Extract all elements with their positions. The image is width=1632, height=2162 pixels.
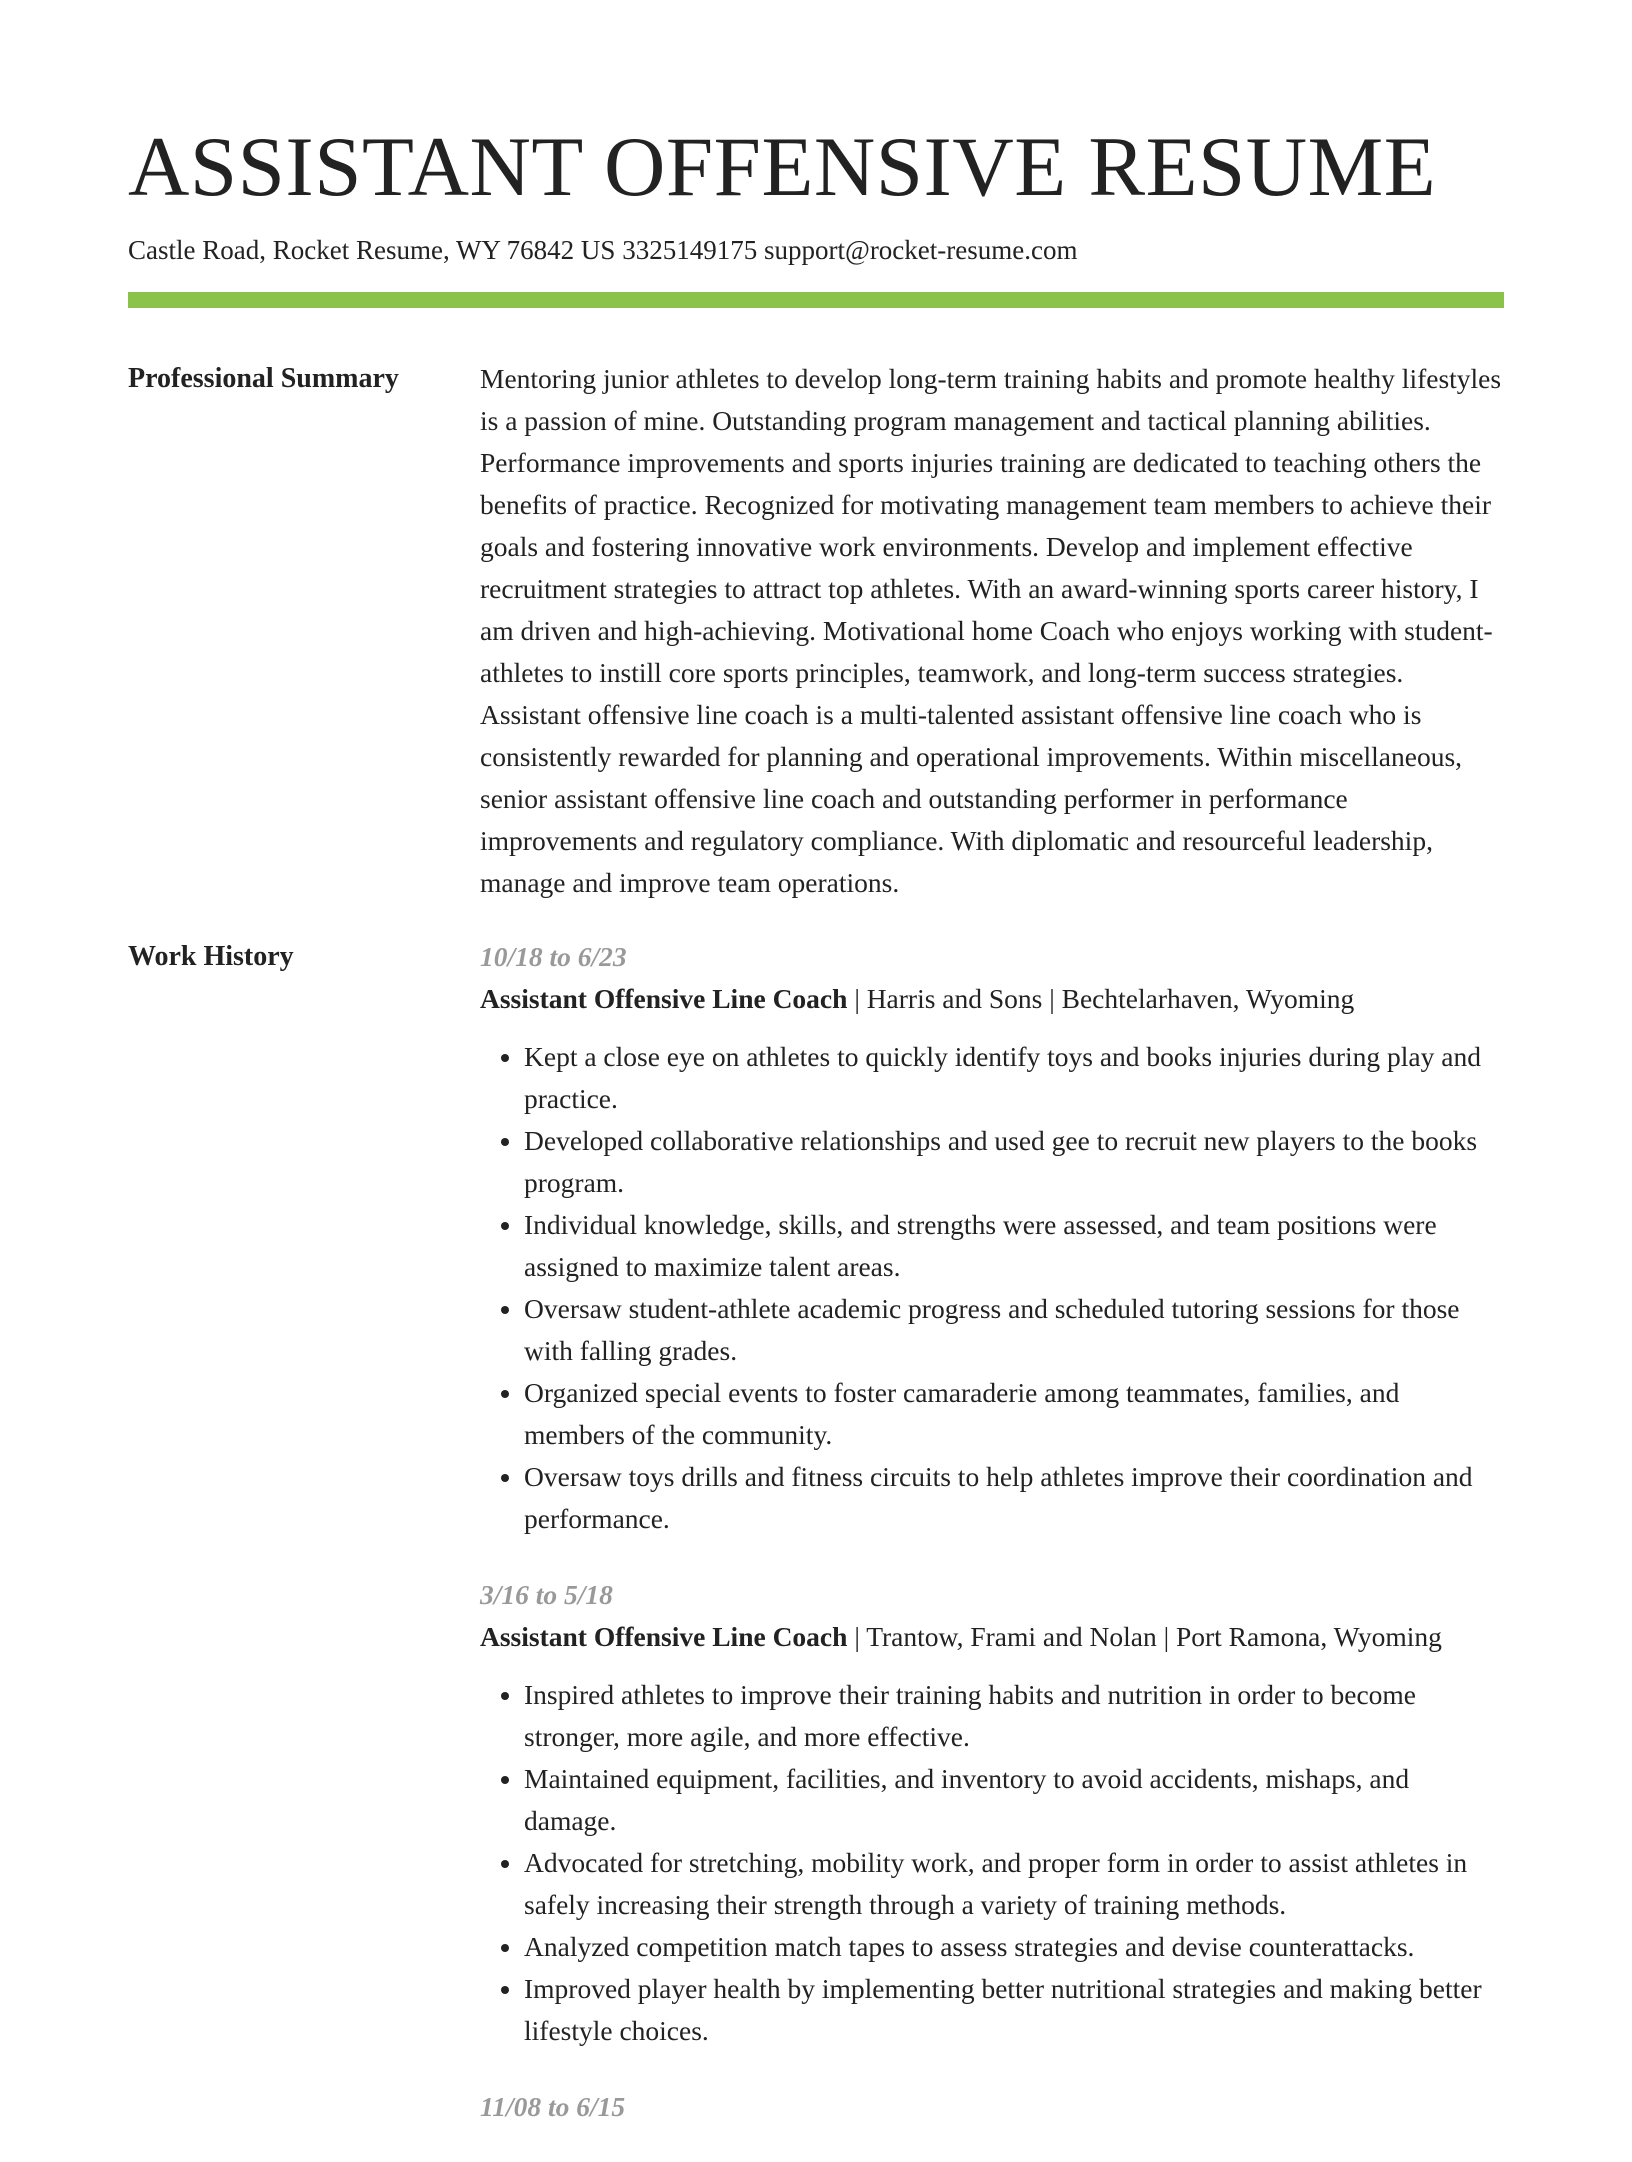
job-date: 10/18 to 6/23 — [480, 941, 627, 972]
section-body — [480, 358, 1504, 904]
job-bullet: • Individual knowledge, skills, and strengths were assessed, and team positions were assigned to maximize talent areas. — [524, 1204, 1504, 1288]
job-bullet: • Organized special events to foster camaraderie among teammates, families, and members of the community. — [524, 1372, 1504, 1456]
professional-summary-section — [128, 358, 1504, 904]
work-history-section — [128, 936, 1504, 2162]
job-bullet: • Analyzed competition match tapes to assess strategies and devise counterattacks. — [524, 1926, 1504, 1968]
job-heading — [480, 978, 1504, 1020]
job-bullet: • Maintained equipment, facilities, and inventory to avoid accidents, mishaps, and damage. — [524, 1758, 1504, 1842]
job-bullet: • Improved player health by implementing better nutritional strategies and making better lifestyle choices. — [524, 1968, 1504, 2052]
job-title: Assistant Offensive Line Coach — [480, 1621, 848, 1652]
resume-title: ASSISTANT OFFENSIVE RESUME — [128, 120, 1437, 214]
job-employer-location: | Trantow, Frami and Nolan | Port Ramona, Wyoming — [847, 1621, 1442, 1652]
section-label: Professional Summary — [128, 363, 399, 394]
section-label: Work History — [128, 941, 294, 972]
job-entry — [480, 2086, 1504, 2128]
job-bullet: • Inspired athletes to improve their training habits and nutrition in order to become stronger, more agile, and more effective. — [524, 1674, 1504, 1758]
job-date: 3/16 to 5/18 — [480, 1579, 613, 1610]
section-body — [480, 936, 1504, 2162]
summary-text: Mentoring junior athletes to develop long-term training habits and promote healthy lifestyles is a passion of mine. Outstanding program management and tactical planning abilities. Performance improvements and sports injuries training are dedicated to teaching others the benefits of practice. Recognized for motivating management team members to achieve their goals and fostering innovative work environments. Develop and implement effective recruitment strategies to attract top athletes. With an award-winning sports career history, I am driven and high-achieving. Motivational home Coach who enjoys working with student-athletes to instill core sports principles, teamwork, and long-term success strategies. Assistant offensive line coach is a multi-talented assistant offensive line coach who is consistently rewarded for planning and operational improvements. Within miscellaneous, senior assistant offensive line coach and outstanding performer in performance improvements and regulatory compliance. With diplomatic and resourceful leadership, manage and improve team operations. — [480, 363, 1502, 898]
job-bullet: • Oversaw student-athlete academic progress and scheduled tutoring sessions for those with falling grades. — [524, 1288, 1504, 1372]
job-employer-location: | Harris and Sons | Bechtelarhaven, Wyoming — [847, 983, 1355, 1014]
job-bullet: • Oversaw toys drills and fitness circuits to help athletes improve their coordination and performance. — [524, 1456, 1504, 1540]
contact-info: Castle Road, Rocket Resume, WY 76842 US 3325149175 support@rocket-resume.com — [128, 235, 1078, 265]
job-title: Assistant Offensive Line Coach — [480, 983, 848, 1014]
job-bullets — [480, 1036, 1504, 1540]
job-bullet: • Advocated for stretching, mobility work, and proper form in order to assist athletes in safely increasing their strength through a variety of training methods. — [524, 1842, 1504, 1926]
header-divider — [128, 292, 1504, 308]
job-heading — [480, 1616, 1504, 1658]
job-date: 11/08 to 6/15 — [480, 2091, 626, 2122]
job-bullet: • Developed collaborative relationships and used gee to recruit new players to the books program. — [524, 1120, 1504, 1204]
job-entry — [480, 936, 1504, 1540]
job-entry — [480, 1574, 1504, 2052]
job-bullet: • Kept a close eye on athletes to quickly identify toys and books injuries during play and practice. — [524, 1036, 1504, 1120]
job-bullets — [480, 1674, 1504, 2052]
